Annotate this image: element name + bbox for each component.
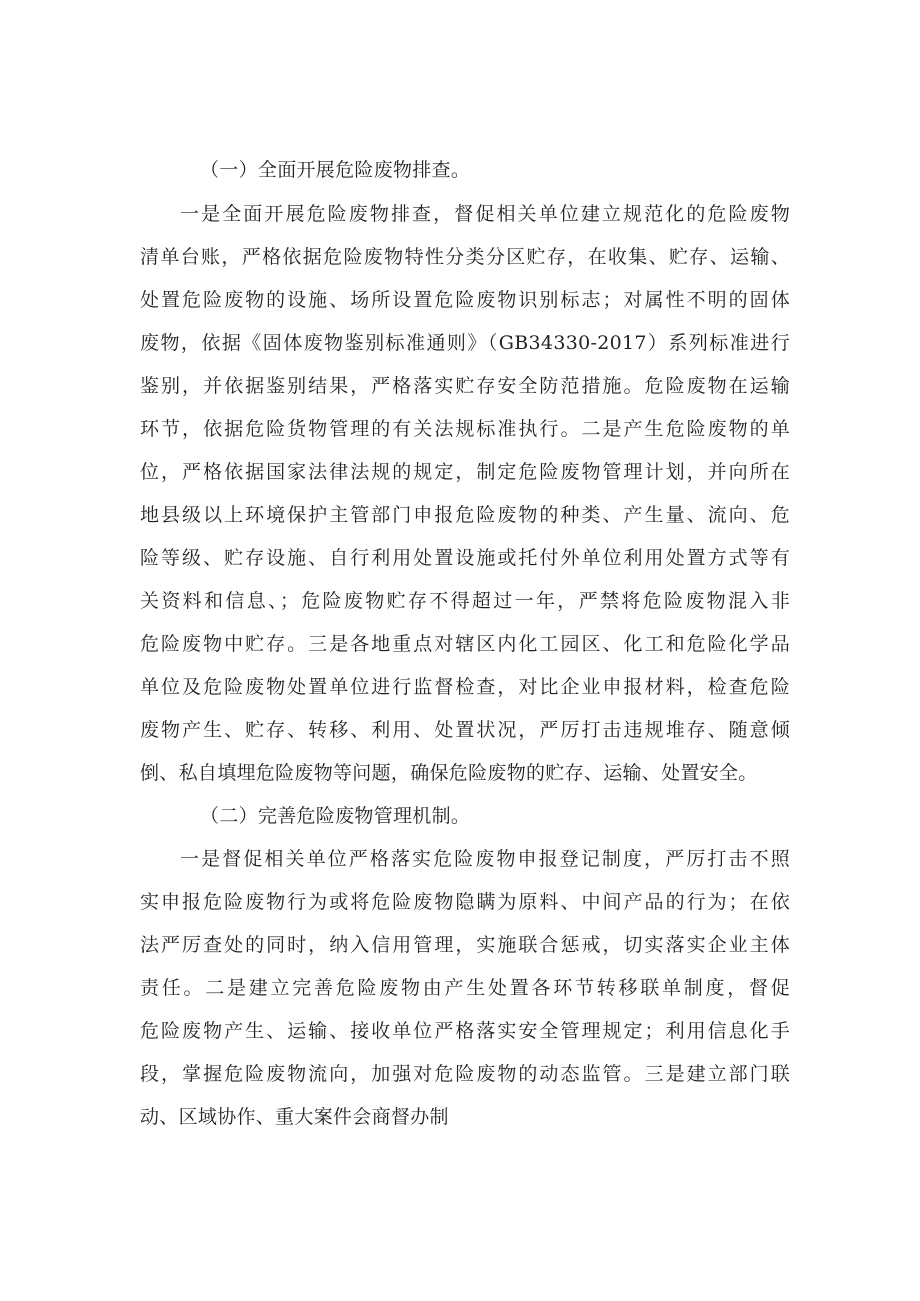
paragraph-line: 地县级以上环境保护主管部门申报危险废物的种类、产生量、流向、危 [140, 504, 790, 526]
section-heading-1: （一）全面开展危险废物排查。 [200, 159, 471, 181]
paragraph-line: 段，掌握危险废物流向，加强对危险废物的动态监管。三是建立部门联 [140, 1063, 790, 1085]
paragraph-line: 倒、私自填埋危险废物等问题，确保危险废物的贮存、运输、处置安全。 [140, 762, 758, 784]
paragraph-line: 鉴别，并依据鉴别结果，严格落实贮存安全防范措施。危险废物在运输 [140, 375, 790, 397]
paragraph-line: 关资料和信息、；危险废物贮存不得超过一年，严禁将危险废物混入非 [140, 590, 790, 612]
paragraph-line: 位，严格依据国家法律法规的规定，制定危险废物管理计划，并向所在 [140, 461, 790, 483]
paragraph-line: 清单台账，严格依据危险废物特性分类分区贮存，在收集、贮存、运输、 [140, 246, 790, 268]
paragraph-line: 动、区域协作、重大案件会商督办制 [140, 1106, 449, 1128]
paragraph-line: 危险废物产生、运输、接收单位严格落实安全管理规定；利用信息化手 [140, 1020, 790, 1042]
paragraph-line: 责任。二是建立完善危险废物由产生处置各环节转移联单制度，督促 [140, 977, 790, 999]
section-heading-2: （二）完善危险废物管理机制。 [200, 805, 471, 827]
paragraph-line: 危险废物中贮存。三是各地重点对辖区内化工园区、化工和危险化学品 [140, 633, 790, 655]
paragraph-line: 法严厉查处的同时，纳入信用管理，实施联合惩戒，切实落实企业主体 [140, 934, 790, 956]
paragraph-line: 处置危险废物的设施、场所设置危险废物识别标志；对属性不明的固体 [140, 289, 790, 311]
paragraph-line: 环节，依据危险货物管理的有关法规标准执行。二是产生危险废物的单 [140, 418, 790, 440]
paragraph-line: 险等级、贮存设施、自行利用处置设施或托付外单位利用处置方式等有 [140, 547, 790, 569]
paragraph-line: 废物产生、贮存、转移、利用、处置状况，严厉打击违规堆存、随意倾 [140, 719, 790, 741]
paragraph-line: 单位及危险废物处置单位进行监督检查，对比企业申报材料，检查危险 [140, 676, 790, 698]
paragraph-line: 一是督促相关单位严格落实危险废物申报登记制度，严厉打击不照 [180, 848, 790, 870]
paragraph-line: 实申报危险废物行为或将危险废物隐瞒为原料、中间产品的行为；在依 [140, 891, 790, 913]
paragraph-line: 废物，依据《固体废物鉴别标准通则》（GB34330-2017）系列标准进行 [140, 332, 790, 354]
paragraph-line: 一是全面开展危险废物排查，督促相关单位建立规范化的危险废物 [180, 203, 790, 225]
